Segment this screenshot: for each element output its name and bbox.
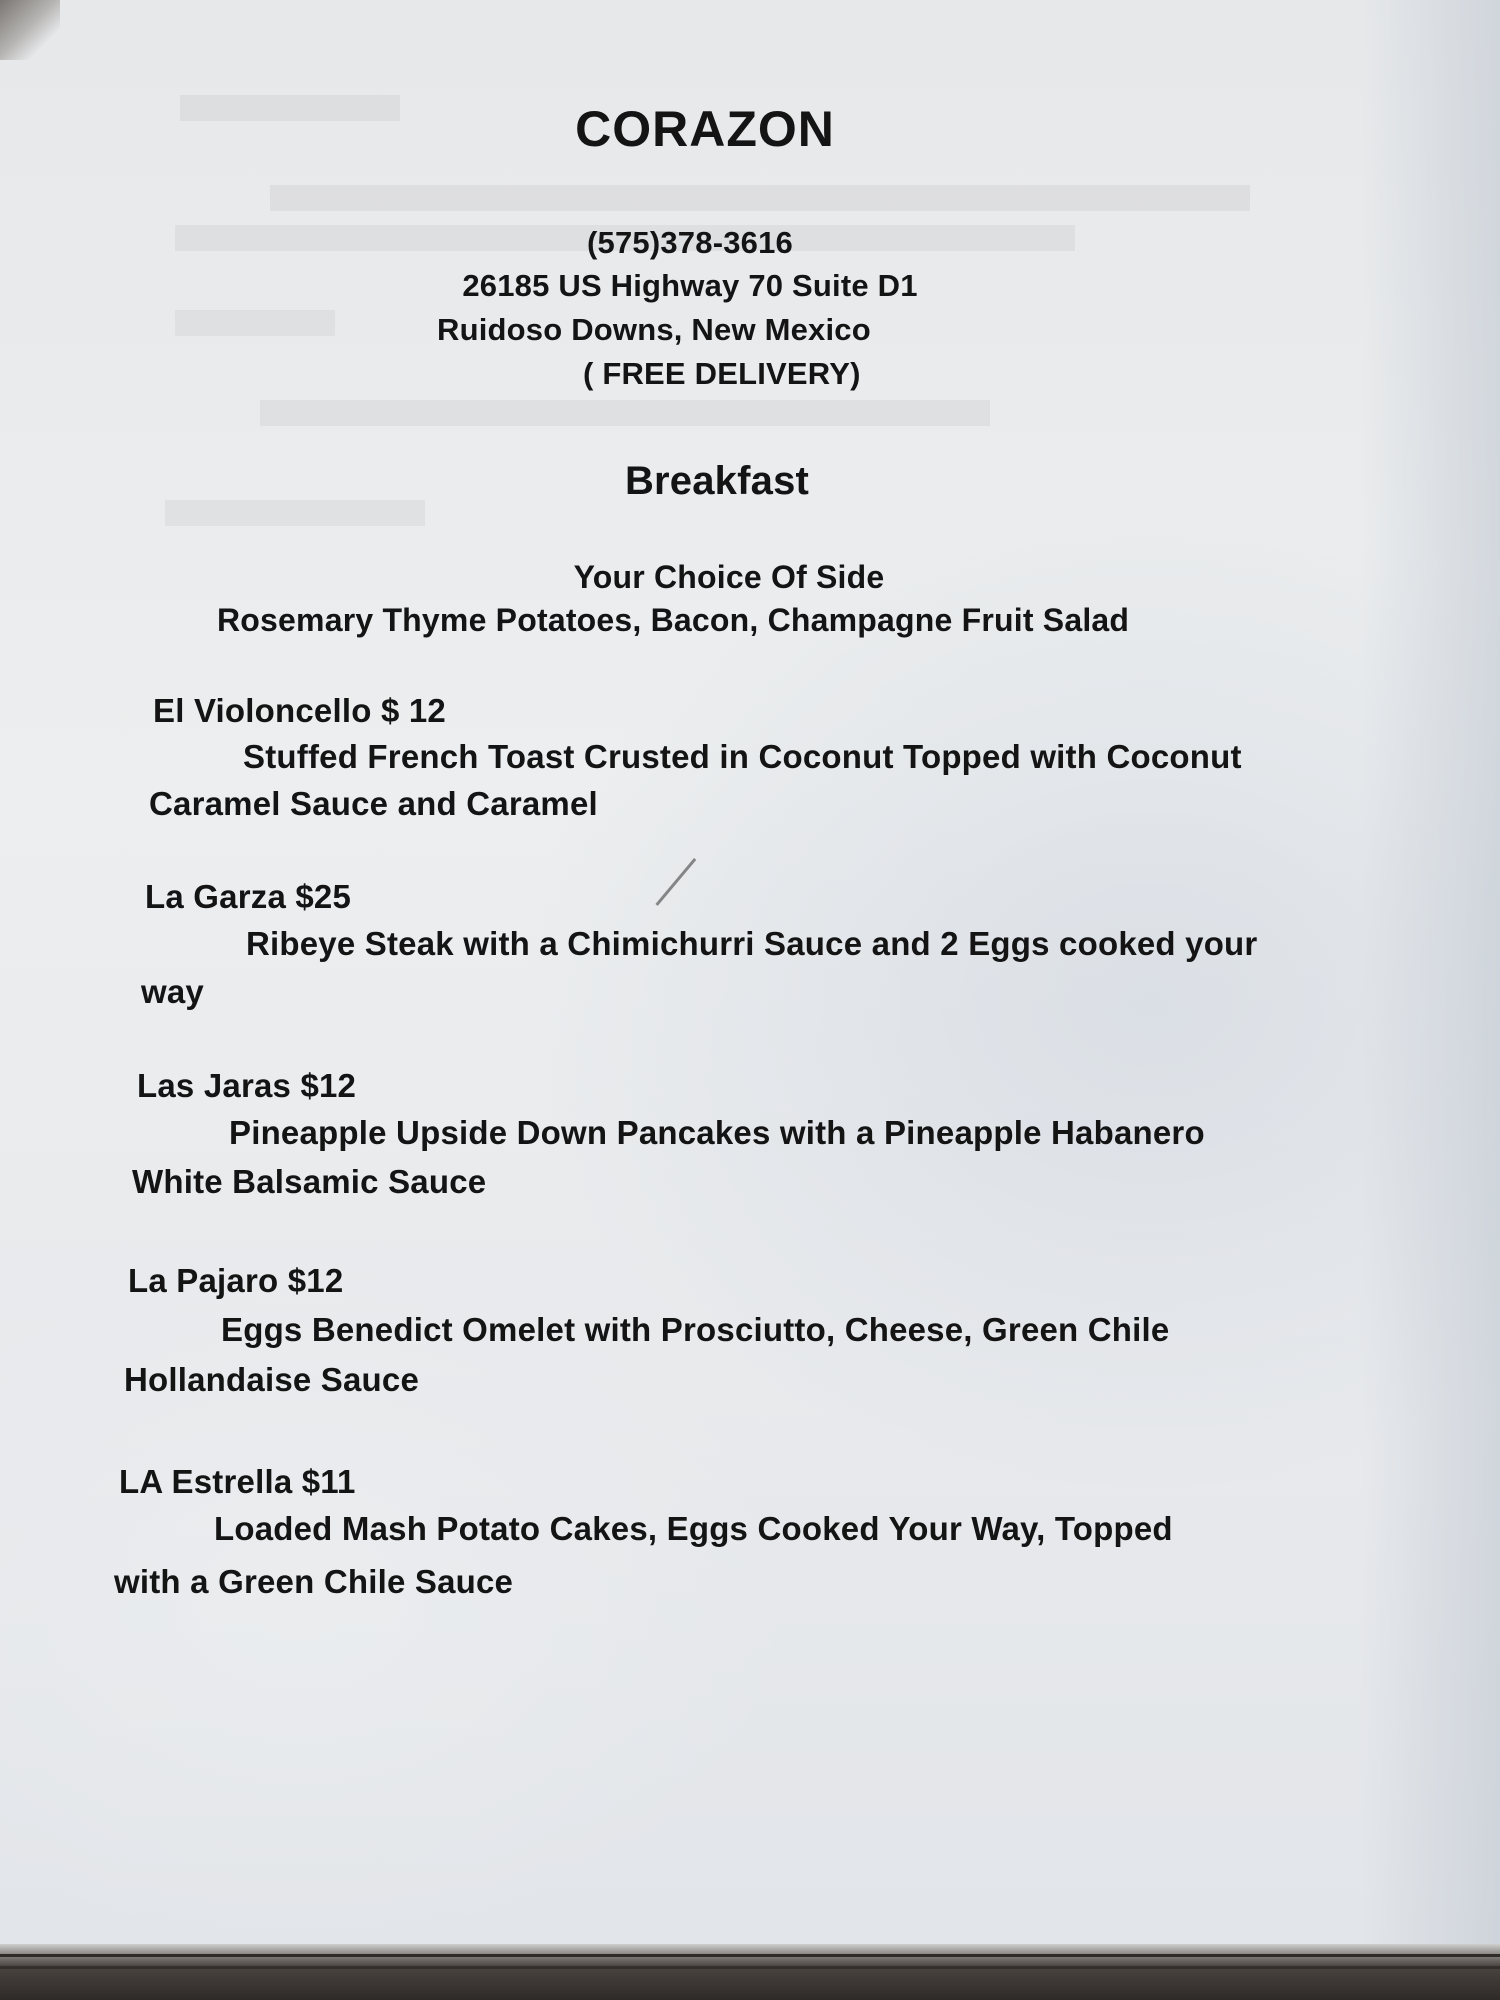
restaurant-address-line1: 26185 US Highway 70 Suite D1 xyxy=(462,268,918,303)
bleed-through-mark xyxy=(175,310,335,336)
paper-edge-line xyxy=(0,1954,1500,1957)
menu-item-description: way xyxy=(141,973,204,1010)
menu-item-title: LA Estrella $11 xyxy=(119,1463,356,1500)
menu-item-description: Stuffed French Toast Crusted in Coconut Topped with Coconut xyxy=(243,738,1242,775)
page-corner-shadow xyxy=(0,0,60,60)
menu-item-description: Pineapple Upside Down Pancakes with a Pineapple Habanero xyxy=(229,1114,1205,1151)
menu-item-title: Las Jaras $12 xyxy=(137,1067,357,1104)
menu-item-description: with a Green Chile Sauce xyxy=(114,1563,514,1600)
restaurant-address-line2: Ruidoso Downs, New Mexico xyxy=(437,312,871,347)
restaurant-name: CORAZON xyxy=(575,101,835,157)
paper-edge-line xyxy=(0,1966,1500,1969)
delivery-note: ( FREE DELIVERY) xyxy=(583,356,861,391)
menu-item-title: La Garza $25 xyxy=(145,878,352,915)
section-title: Breakfast xyxy=(624,459,810,503)
menu-item-description: White Balsamic Sauce xyxy=(132,1163,487,1200)
menu-item-description: Ribeye Steak with a Chimichurri Sauce and 2 Eggs cooked your xyxy=(246,925,1258,962)
menu-item-description: Loaded Mash Potato Cakes, Eggs Cooked Your Way, Topped xyxy=(214,1510,1173,1547)
menu-item-description: Eggs Benedict Omelet with Prosciutto, Cheese, Green Chile xyxy=(221,1311,1170,1348)
sides-list: Rosemary Thyme Potatoes, Bacon, Champagne Fruit Salad xyxy=(217,602,1130,638)
bleed-through-mark xyxy=(270,185,1250,211)
menu-item-description: Hollandaise Sauce xyxy=(124,1361,420,1398)
menu-item-description: Caramel Sauce and Caramel xyxy=(149,785,598,822)
bleed-through-mark xyxy=(260,400,990,426)
pen-mark xyxy=(655,858,696,906)
table-surface xyxy=(0,1944,1500,2000)
page-side-shadow xyxy=(1360,0,1500,1952)
menu-item-title: La Pajaro $12 xyxy=(128,1262,344,1299)
menu-item-title: El Violoncello $ 12 xyxy=(153,692,446,729)
restaurant-phone: (575)378-3616 xyxy=(587,225,793,260)
sides-heading: Your Choice Of Side xyxy=(573,559,885,595)
